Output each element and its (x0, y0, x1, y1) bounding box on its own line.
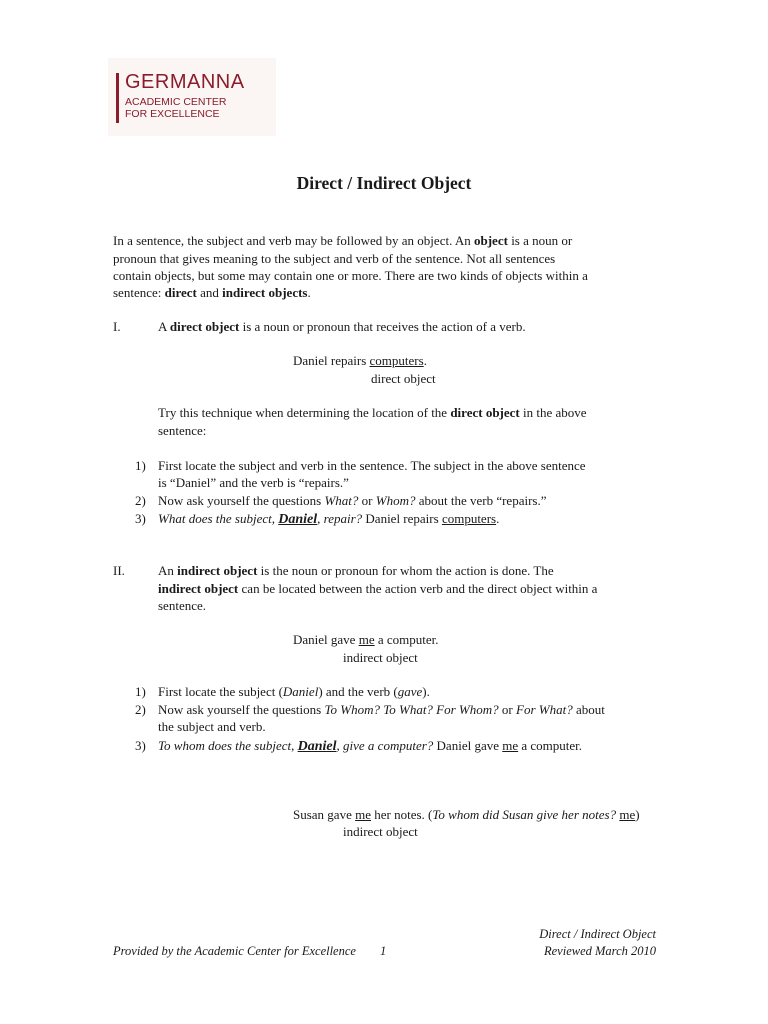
footer-provided-by: Provided by the Academic Center for Excellence (113, 944, 356, 958)
section-1-definition (158, 318, 526, 336)
text: . (496, 511, 500, 526)
text: or (358, 493, 376, 508)
section-2-step-2-line-2: the subject and verb. (158, 719, 266, 734)
italic-text: Whom? (375, 493, 416, 508)
text: a computer. (518, 738, 583, 753)
logo-bar (116, 73, 119, 123)
footer-reviewed: Reviewed March 2010 (544, 944, 656, 958)
text: An (158, 563, 178, 578)
italic-text: What? (324, 493, 359, 508)
text: or (498, 702, 516, 717)
text: her notes. ( (371, 807, 433, 822)
text: in the above (519, 405, 587, 420)
italic-text: Daniel (282, 684, 319, 699)
text: ) and the verb ( (318, 684, 398, 699)
text: Daniel gave (433, 738, 503, 753)
bold-term: indirect objects (222, 285, 308, 300)
logo-line-1: ACADEMIC CENTER (125, 96, 227, 108)
section-1-technique-line-2: sentence: (158, 423, 207, 438)
section-1-step-2-number: 2) (135, 493, 146, 508)
text: and (196, 285, 223, 300)
underlined-word: me (358, 632, 375, 647)
section-2-definition-line-1 (158, 562, 554, 580)
section-1-numeral: I. (113, 319, 121, 334)
text: Daniel gave (293, 632, 359, 647)
text: about (572, 702, 605, 717)
footer-page-number: 1 (380, 944, 387, 958)
intro-line-2: pronoun that gives meaning to the subject and verb of the sentence. Not all sentences (113, 251, 556, 266)
underlined-word: computers (369, 353, 424, 368)
text: Daniel repairs (293, 353, 370, 368)
footer-doc-title: Direct / Indirect Object (539, 927, 656, 941)
text: First locate the subject ( (158, 684, 283, 699)
section-2-numeral: II. (113, 563, 125, 578)
section-1-example-label: direct object (371, 371, 436, 386)
germanna-logo (108, 58, 276, 136)
text: Now ask yourself the questions (158, 702, 325, 717)
text: is a noun or pronoun that receives the action of a verb. (239, 319, 526, 334)
section-2-example-label: indirect object (343, 650, 418, 665)
section-1-technique-line-1 (158, 404, 587, 422)
text: a computer. (374, 632, 439, 647)
section-2-step-1-number: 1) (135, 684, 146, 699)
text: In a sentence, the subject and verb may be followed by an object. An (113, 233, 474, 248)
text: about the verb “repairs.” (415, 493, 547, 508)
text: is the noun or pronoun for whom the action is done. The (257, 563, 554, 578)
section-2-step-2-number: 2) (135, 702, 146, 717)
section-1-step-3 (158, 510, 499, 529)
underlined-word: computers (441, 511, 497, 526)
intro-line-1 (113, 232, 572, 250)
italic-text: To whom does the subject, (158, 738, 298, 753)
italic-text: To whom did Susan give her notes? (432, 807, 617, 822)
section-2-definition-line-2 (158, 580, 597, 598)
italic-text: What does the subject, (158, 511, 279, 526)
underlined-word: me (355, 807, 371, 822)
section-1-example (293, 352, 427, 370)
bold-term: direct (164, 285, 197, 300)
bold-term: indirect object (158, 581, 239, 596)
section-2-example-2 (293, 806, 640, 824)
text: . (423, 353, 427, 368)
text: Now ask yourself the questions (158, 493, 325, 508)
section-1-step-3-number: 3) (135, 511, 146, 526)
section-1-step-1-line-2: is “Daniel” and the verb is “repairs.” (158, 475, 349, 490)
section-1-step-2 (158, 492, 547, 510)
text: can be located between the action verb and the direct object within a (238, 581, 598, 596)
section-2-step-3 (158, 737, 582, 756)
italic-text: gave (397, 684, 423, 699)
emphasized-subject: Daniel (297, 739, 337, 754)
text: ) (635, 807, 640, 822)
bold-term: direct object (169, 319, 240, 334)
text: A (158, 319, 170, 334)
bold-term: direct object (450, 405, 520, 420)
section-2-example-2-label: indirect object (343, 824, 418, 839)
text: . (307, 285, 311, 300)
section-2-step-3-number: 3) (135, 738, 146, 753)
section-2-step-1 (158, 683, 430, 701)
page-title: Direct / Indirect Object (296, 173, 472, 193)
intro-line-3: contain objects, but some may contain one or more. There are two kinds of objects within a (113, 268, 588, 283)
text: sentence: (113, 285, 165, 300)
section-1-step-1-line-1: First locate the subject and verb in the sentence. The subject in the above sentence (158, 458, 586, 473)
text: is a noun or (507, 233, 573, 248)
logo-name: GERMANNA (125, 71, 245, 93)
text: Daniel repairs (362, 511, 442, 526)
italic-text: , give a computer? (336, 738, 434, 753)
text: Susan gave (293, 807, 356, 822)
section-2-definition-line-3: sentence. (158, 598, 207, 613)
section-2-example (293, 631, 439, 649)
intro-line-4 (113, 284, 311, 302)
section-2-step-2-line-1 (158, 701, 605, 719)
italic-text: To Whom? To What? For Whom? (324, 702, 499, 717)
bold-term: indirect object (177, 563, 258, 578)
text: ). (422, 684, 430, 699)
italic-text: , repair? (317, 511, 363, 526)
logo-line-2: FOR EXCELLENCE (125, 108, 220, 120)
emphasized-subject: Daniel (278, 512, 318, 527)
section-1-step-1-number: 1) (135, 458, 146, 473)
text: Try this technique when determining the location of the (158, 405, 451, 420)
underlined-word: me (502, 738, 519, 753)
bold-term: object (474, 233, 508, 248)
italic-text: For What? (516, 702, 573, 717)
underlined-word: me (619, 807, 636, 822)
